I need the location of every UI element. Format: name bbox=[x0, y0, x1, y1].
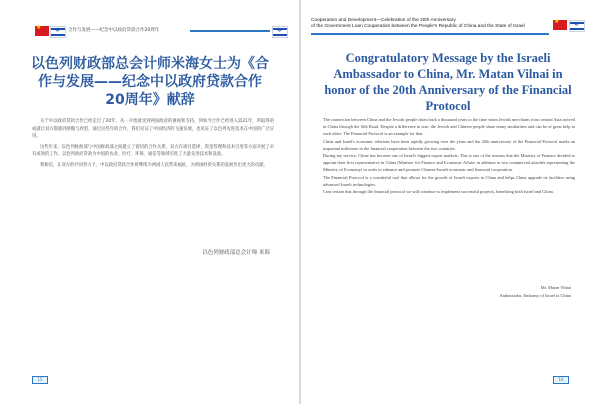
paragraph: The connection between China and the Jewish people dates back a thousand years to the time when Jewish merchants from central Asia arrived in China through the Silk Road. Despite a difference in size, the Jewish and Chinese people share many similarities and can be of great help to each other. The Financial Protocol is an example for that. bbox=[323, 117, 575, 137]
paragraph: 关于中以政府贷款合作已经走过了20年，从一开始就受到两国政府的重视和支持，到如今合作已经进入第21年，所取得的成就让双方都感到骄傲与欣慰。通过这些年的合作，我们见证了中国经济的飞速发展，也见证了以色列先进技术在中国的广泛应用。 bbox=[32, 119, 274, 140]
right-page bbox=[301, 0, 600, 404]
header-rule bbox=[311, 33, 549, 35]
body-text-english bbox=[323, 116, 575, 195]
page-title-english: Congratulatory Message by the Israeli Ambassador to China, Mr. Matan Vilnai in honor of the 20th Anniversary of the Financial Protocol bbox=[324, 51, 572, 113]
paragraph: I am certain that through the financial protocol we will continue to implement successful projects, benefiting both Israel and China. bbox=[323, 189, 554, 195]
signature-title: Ambassador, Embassy of Israel to China bbox=[499, 293, 571, 298]
israel-flag-icon: ✡ bbox=[50, 26, 66, 38]
left-header bbox=[0, 22, 299, 40]
china-flag-icon: ★ bbox=[553, 20, 567, 30]
signature-chinese: 以色列财政部总会计师 米海 bbox=[202, 250, 270, 256]
page-number: 16 bbox=[553, 376, 569, 384]
paragraph: 我相信，在双方的共同努力下，中以政府贷款合作将继续为两国人民带来福祉，为两国经贸关系的发展作出更大的贡献。 bbox=[40, 162, 268, 168]
header-line: of the Government Loan Cooperation between the People's Republic of China and the State of Israel bbox=[311, 24, 525, 29]
signature-name: Mr. Matan Vilnai bbox=[540, 285, 571, 290]
left-header-text: 合作与发展——纪念中以政府贷款合作20周年 bbox=[68, 28, 160, 33]
body-text-chinese bbox=[32, 118, 274, 173]
right-header-text bbox=[311, 18, 551, 30]
left-page bbox=[0, 0, 299, 404]
paragraph: The Financial Protocol is a wonderful tool that allows for the growth of Israeli exports to China and helps China upgrade its facilities using advanced Israeli technologies. bbox=[323, 174, 575, 187]
page-number: 15 bbox=[32, 376, 48, 384]
israel-flag-icon: ✡ bbox=[272, 26, 288, 38]
page-title-chinese: 以色列财政部总会计师米海女士为《合作与发展——纪念中以政府贷款合作20周年》献辞 bbox=[31, 56, 269, 108]
signature-english bbox=[451, 284, 571, 300]
paragraph: China and Israel's economic relations have been rapidly growing over the years and the 20th anniversary of the Financial Protocol marks an important milestone in the financial cooperation between the two countries. bbox=[323, 138, 575, 151]
israel-flag-icon: ✡ bbox=[569, 20, 585, 32]
china-flag-icon: ★ bbox=[35, 26, 49, 36]
header-line: Cooperation and Development—Celebration of the 20th Anniversary bbox=[311, 18, 456, 23]
paragraph: During my service, China has become one of Israel's biggest export markets. This is one of the reasons that the Ministry of Finance decided to appoint their first representative in China (Minister for Finance and Economic Affairs in addition to two commercial attachés representing the Ministry of Economy) in order to enhance and promote Chinese-Israeli economic and financial cooperation. bbox=[323, 153, 575, 173]
paragraph: 这些年来，以色列财政部与中国财政部之间建立了密切的合作关系，双方在项目选择、资金管理和技术引进等方面开展了卓有成效的工作。以色列政府贷款为中国的农业、医疗、环保、通信等领域引进了大量先进技术和设备。 bbox=[32, 144, 274, 158]
header-rule bbox=[190, 30, 270, 32]
